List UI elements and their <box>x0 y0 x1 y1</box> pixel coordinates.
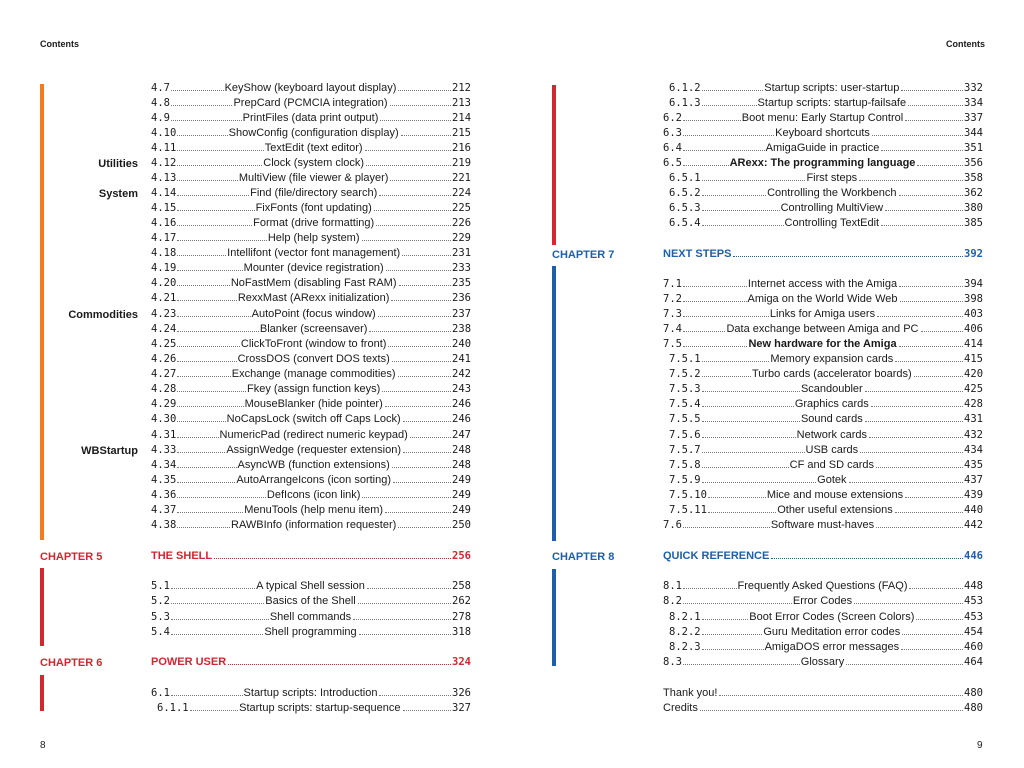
toc-entry[interactable]: 6.5.2 Controlling the Workbench 362 <box>669 187 983 199</box>
section-label-commodities: Commodities <box>68 309 138 321</box>
toc-entry[interactable]: 7.2 Amiga on the World Wide Web 398 <box>663 293 983 305</box>
toc-entry[interactable]: 4.31 NumericPad (redirect numeric keypad) 247 <box>151 429 471 441</box>
toc-entry[interactable]: 5.3 Shell commands 278 <box>151 611 472 623</box>
toc-entry[interactable]: 8.3 Glossary 464 <box>663 656 983 668</box>
toc-entry-bold[interactable]: 7.5 New hardware for the Amiga 414 <box>663 338 983 350</box>
toc-entry[interactable]: 4.15 FixFonts (font updating) 225 <box>151 202 471 214</box>
chapter-bar-ch7 <box>552 266 556 541</box>
toc-entry[interactable]: 5.1 A typical Shell session 258 <box>151 580 471 592</box>
chapter-8-entry[interactable]: QUICK REFERENCE 446 <box>663 550 983 562</box>
toc-entry[interactable]: 4.25 ClickToFront (window to front) 240 <box>151 338 472 350</box>
toc-entry[interactable]: 4.35 AutoArrangeIcons (icon sorting) 249 <box>151 474 472 486</box>
toc-entry[interactable]: 7.5.8 CF and SD cards 435 <box>669 459 984 471</box>
toc-entry[interactable]: 4.33 AssignWedge (requester extension) 248 <box>151 444 471 456</box>
section-label-wbstartup: WBStartup <box>81 445 138 457</box>
page-number-right: 9 <box>977 740 983 751</box>
toc-entry[interactable]: 7.5.2 Turbo cards (accelerator boards) 420 <box>669 368 984 380</box>
toc-entry[interactable]: 7.5.9 Gotek 437 <box>669 474 983 486</box>
toc-entry[interactable]: 6.1.1 Startup scripts: startup-sequence 327 <box>157 702 471 714</box>
toc-entry[interactable]: 7.5.1 Memory expansion cards 415 <box>669 353 983 365</box>
toc-entry[interactable]: 7.5.4 Graphics cards 428 <box>669 398 983 410</box>
toc-entry[interactable]: 5.2 Basics of the Shell 262 <box>151 595 471 607</box>
toc-entry[interactable]: 4.11 TextEdit (text editor) 216 <box>151 142 471 154</box>
toc-entry[interactable]: 4.34 AsyncWB (function extensions) 248 <box>151 459 471 471</box>
toc-entry[interactable]: 4.10 ShowConfig (configuration display) 215 <box>151 127 471 139</box>
running-header-left: Contents <box>40 39 79 49</box>
toc-entry[interactable]: 7.5.10 Mice and mouse extensions 439 <box>669 489 984 501</box>
toc-entry[interactable]: 6.4 AmigaGuide in practice 351 <box>663 142 984 154</box>
toc-entry-bold[interactable]: 6.5 ARexx: The programming language 356 <box>663 157 983 169</box>
toc-entry[interactable]: 7.5.5 Sound cards 431 <box>669 413 983 425</box>
running-header-right: Contents <box>946 39 985 49</box>
toc-entry[interactable]: 8.1 Frequently Asked Questions (FAQ) 448 <box>663 580 983 592</box>
toc-entry[interactable]: 4.28 Fkey (assign function keys) 243 <box>151 383 472 395</box>
toc-entry[interactable]: 4.19 Mounter (device registration) 233 <box>151 262 471 274</box>
chapter-5-entry[interactable]: THE SHELL 256 <box>151 550 471 562</box>
toc-entry[interactable]: 4.29 MouseBlanker (hide pointer) 246 <box>151 398 472 410</box>
section-label-system: System <box>98 188 138 200</box>
toc-entry[interactable]: 8.2.1 Boot Error Codes (Screen Colors) 453 <box>669 611 984 623</box>
toc-entry[interactable]: 4.14 Find (file/directory search) 224 <box>151 187 472 199</box>
chapter-6-entry[interactable]: POWER USER 324 <box>151 656 471 668</box>
toc-entry[interactable]: 7.5.7 USB cards 434 <box>669 444 983 456</box>
toc-entry[interactable]: 7.1 Internet access with the Amiga 394 <box>663 278 983 290</box>
toc-entry-credits[interactable]: Credits 480 <box>663 702 983 714</box>
toc-entry[interactable]: 4.36 DefIcons (icon link) 249 <box>151 489 471 501</box>
toc-entry[interactable]: 6.5.4 Controlling TextEdit 385 <box>669 217 983 229</box>
toc-entry[interactable]: 4.17 Help (help system) 229 <box>151 232 471 244</box>
section-label-utilities: Utilities <box>98 158 138 170</box>
toc-entry[interactable]: 7.5.6 Network cards 432 <box>669 429 983 441</box>
toc-entry[interactable]: 6.5.1 First steps 358 <box>669 172 983 184</box>
chapter-bar-ch6-cont <box>552 85 556 245</box>
toc-entry[interactable]: 6.5.3 Controlling MultiView 380 <box>669 202 983 214</box>
toc-entry[interactable]: 4.16 Format (drive formatting) 226 <box>151 217 472 229</box>
toc-entry-thank-you[interactable]: Thank you! 480 <box>663 687 983 699</box>
chapter-6-label: CHAPTER 6 <box>40 657 103 669</box>
chapter-bar-ch6 <box>40 675 44 711</box>
toc-entry[interactable]: 7.5.11 Other useful extensions 440 <box>669 504 984 516</box>
toc-entry[interactable]: 4.7 KeyShow (keyboard layout display) 212 <box>151 82 471 94</box>
toc-entry[interactable]: 4.21 RexxMast (ARexx initialization) 236 <box>151 292 471 304</box>
toc-entry[interactable]: 4.8 PrepCard (PCMCIA integration) 213 <box>151 97 471 109</box>
toc-entry[interactable]: 8.2.2 Guru Meditation error codes 454 <box>669 626 983 638</box>
toc-entry[interactable]: 4.18 Intellifont (vector font management) 231 <box>151 247 472 259</box>
toc-entry[interactable]: 8.2.3 AmigaDOS error messages 460 <box>669 641 984 653</box>
toc-entry[interactable]: 7.3 Links for Amiga users 403 <box>663 308 983 320</box>
toc-entry[interactable]: 4.24 Blanker (screensaver) 238 <box>151 323 472 335</box>
toc-entry[interactable]: 6.2 Boot menu: Early Startup Control 337 <box>663 112 984 124</box>
toc-entry[interactable]: 7.4 Data exchange between Amiga and PC 406 <box>663 323 983 335</box>
toc-entry[interactable]: 8.2 Error Codes 453 <box>663 595 984 607</box>
chapter-bar-ch8 <box>552 569 556 666</box>
toc-entry[interactable]: 7.5.3 Scandoubler 425 <box>669 383 984 395</box>
toc-entry[interactable]: 4.13 MultiView (file viewer & player) 221 <box>151 172 471 184</box>
toc-entry[interactable]: 4.37 MenuTools (help menu item) 249 <box>151 504 471 516</box>
toc-entry[interactable]: 6.1.3 Startup scripts: startup-failsafe 334 <box>669 97 984 109</box>
toc-entry[interactable]: 4.20 NoFastMem (disabling Fast RAM) 235 <box>151 277 472 289</box>
toc-entry[interactable]: 4.9 PrintFiles (data print output) 214 <box>151 112 472 124</box>
page-number-left: 8 <box>40 740 46 751</box>
chapter-5-label: CHAPTER 5 <box>40 551 103 563</box>
toc-entry[interactable]: 5.4 Shell programming 318 <box>151 626 472 638</box>
toc-entry[interactable]: 4.30 NoCapsLock (switch off Caps Lock) 246 <box>151 413 471 425</box>
toc-entry[interactable]: 6.1.2 Startup scripts: user-startup 332 <box>669 82 983 94</box>
toc-entry[interactable]: 6.3 Keyboard shortcuts 344 <box>663 127 983 139</box>
toc-entry[interactable]: 4.27 Exchange (manage commodities) 242 <box>151 368 471 380</box>
chapter-8-label: CHAPTER 8 <box>552 551 615 563</box>
toc-entry[interactable]: 4.38 RAWBInfo (information requester) 250 <box>151 519 471 531</box>
toc-entry[interactable]: 7.6 Software must-haves 442 <box>663 519 984 531</box>
toc-entry[interactable]: 6.1 Startup scripts: Introduction 326 <box>151 687 471 699</box>
chapter-bar-ch5 <box>40 568 44 646</box>
toc-entry[interactable]: 4.23 AutoPoint (focus window) 237 <box>151 308 472 320</box>
chapter-7-label: CHAPTER 7 <box>552 249 615 261</box>
toc-entry[interactable]: 4.12 Clock (system clock) 219 <box>151 157 472 169</box>
toc-entry[interactable]: 4.26 CrossDOS (convert DOS texts) 241 <box>151 353 471 365</box>
chapter-7-entry[interactable]: NEXT STEPS 392 <box>663 248 983 260</box>
